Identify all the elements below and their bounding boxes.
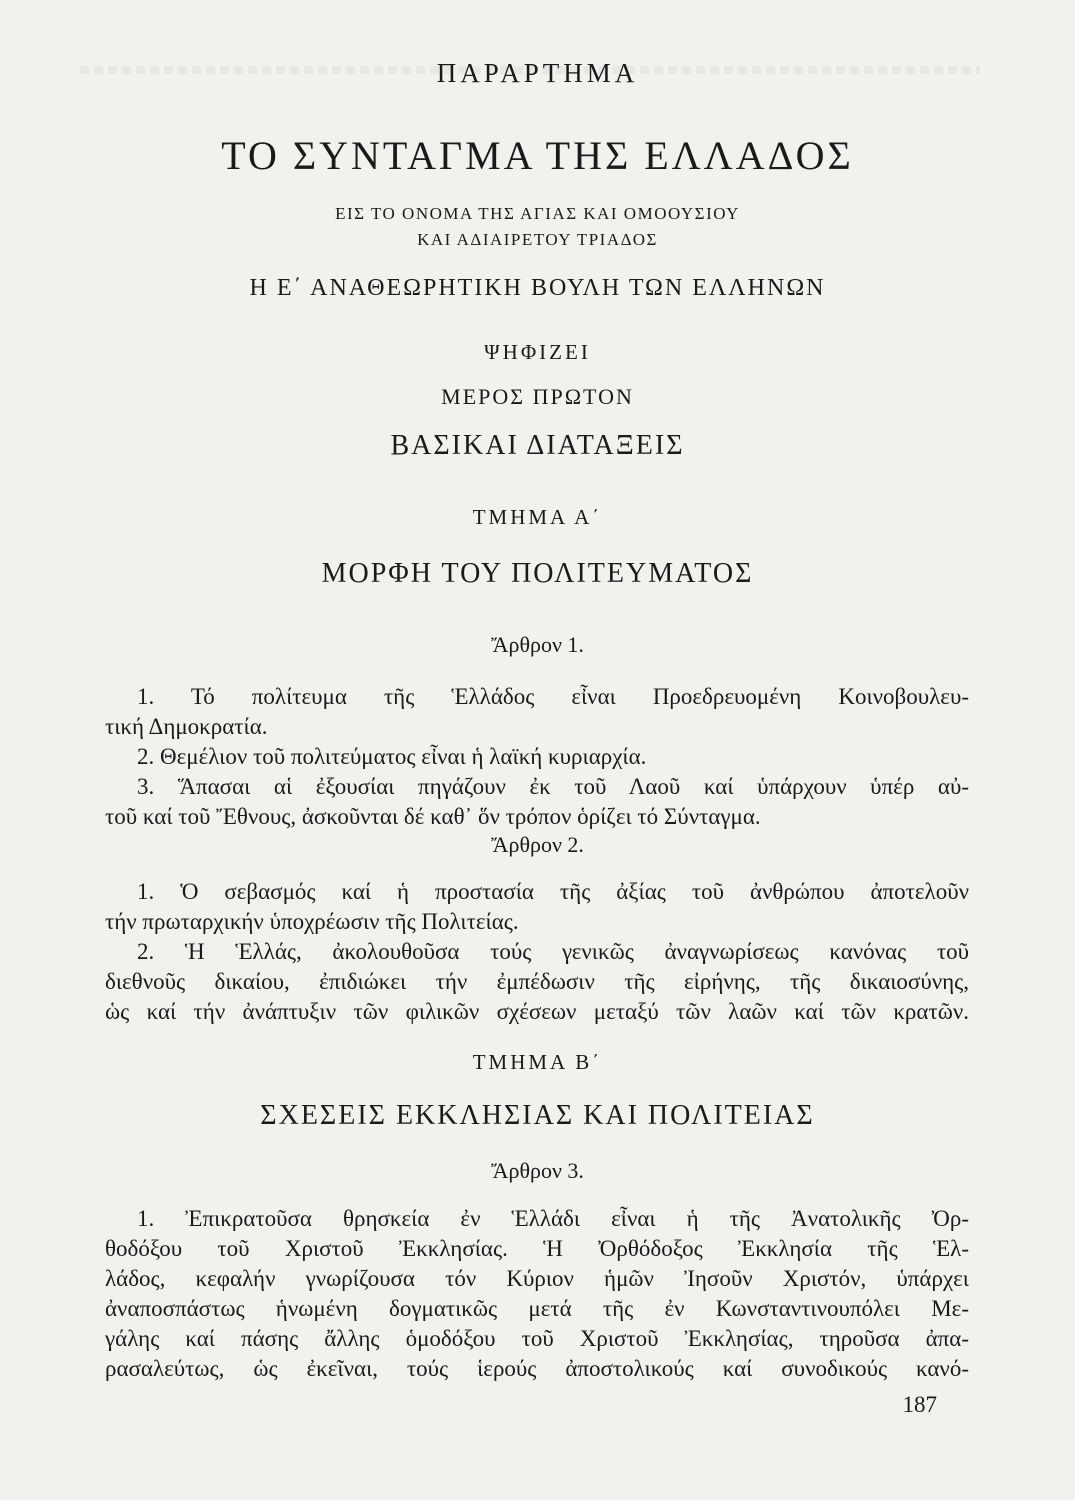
appendix-heading: ΠΑΡΑΡΤΗΜΑ	[436, 58, 639, 88]
text-line: 3. Ἅπασαι αἱ ἐξουσίαι πηγάζουν ἐκ τοῦ Λαοῦ καί ὑπάρχουν ὑπέρ αὐ-	[137, 774, 969, 799]
text-line: τοῦ καί τοῦ Ἔθνους, ἀσκοῦνται δέ καθ᾽ ὅν τρόπον ὁρίζει τό Σύνταγμα.	[105, 804, 761, 829]
text-line: λάδος, κεφαλήν γνωρίζουσα τόν Κύριον ἡμῶν Ἰησοῦν Χριστόν, ὑπάρχει	[105, 1266, 969, 1291]
part-heading: ΜΕΡΟΣ ΠΡΩΤΟΝ	[441, 384, 634, 409]
section-2-label: ΤΜΗΜΑ Β΄	[472, 1050, 603, 1074]
text-line: ρασαλεύτως, ὡς ἐκεῖναι, τούς ἱερούς ἀποστολικούς καί συνοδικούς κανό-	[105, 1356, 969, 1381]
text-line: τική Δημοκρατία.	[105, 714, 268, 739]
article-1-paragraph-2	[105, 742, 969, 772]
article-2-heading: Ἄρθρον 2.	[491, 832, 584, 857]
invocation-line-1: ΕΙΣ ΤΟ ΟΝΟΜΑ ΤΗΣ ΑΓΙΑΣ ΚΑΙ ΟΜΟΟΥΣΙΟΥ	[335, 204, 740, 223]
article-1-paragraph-3	[105, 772, 969, 832]
part-title: ΒΑΣΙΚΑΙ ΔΙΑΤΑΞΕΙΣ	[390, 430, 685, 461]
article-3-paragraph-1	[105, 1204, 969, 1384]
text-line: 1. Ὁ σεβασμός καί ἡ προστασία τῆς ἀξίας τοῦ ἀνθρώπου ἀποτελοῦν	[137, 879, 969, 904]
page-number: 187	[902, 1392, 937, 1417]
article-3-heading: Ἄρθρον 3.	[491, 1158, 584, 1183]
vote-heading: ΨΗΦΙΖΕΙ	[484, 340, 591, 364]
text-line: διεθνοῦς δικαίου, ἐπιδιώκει τήν ἐμπέδωσιν τῆς εἰρήνης, τῆς δικαιοσύνης,	[105, 969, 969, 994]
text-line: γάλης καί πάσης ἄλλης ὁμοδόξου τοῦ Χριστοῦ Ἐκκλησίας, τηροῦσα ἀπα-	[105, 1326, 969, 1351]
article-2-paragraph-2	[105, 937, 969, 1027]
text-line: τήν πρωταρχικήν ὑποχρέωσιν τῆς Πολιτείας.	[105, 909, 519, 934]
article-1-paragraph-1	[105, 682, 969, 742]
text-line: 2. Θεμέλιον τοῦ πολιτεύματος εἶναι ἡ λαϊκή κυριαρχία.	[137, 744, 647, 769]
article-1-heading: Ἄρθρον 1.	[491, 632, 584, 657]
text-line: 2. Ἡ Ἑλλάς, ἀκολουθοῦσα τούς γενικῶς ἀναγνωρίσεως κανόνας τοῦ	[137, 939, 969, 964]
article-2-paragraph-1	[105, 877, 969, 937]
invocation-line-2: ΚΑΙ ΑΔΙΑΙΡΕΤΟΥ ΤΡΙΑΔΟΣ	[417, 230, 658, 249]
section-1-title: ΜΟΡΦΗ ΤΟΥ ΠΟΛΙΤΕΥΜΑΤΟΣ	[321, 558, 754, 589]
parliament-heading: Η Ε΄ ΑΝΑΘΕΩΡΗΤΙΚΗ ΒΟΥΛΗ ΤΩΝ ΕΛΛΗΝΩΝ	[249, 275, 826, 301]
section-2-title: ΣΧΕΣΕΙΣ ΕΚΚΛΗΣΙΑΣ ΚΑΙ ΠΟΛΙΤΕΙΑΣ	[260, 1100, 815, 1131]
section-1-label: ΤΜΗΜΑ Α΄	[472, 505, 603, 529]
text-line: 1. Τό πολίτευμα τῆς Ἑλλάδος εἶναι Προεδρευομένη Κοινοβουλευ-	[137, 684, 969, 709]
text-line: θοδόξου τοῦ Χριστοῦ Ἐκκλησίας. Ἡ Ὀρθόδοξος Ἐκκλησία τῆς Ἑλ-	[105, 1236, 969, 1261]
document-title: ΤΟ ΣΥΝΤΑΓΜΑ ΤΗΣ ΕΛΛΑΔΟΣ	[221, 133, 854, 178]
text-line: 1. Ἐπικρατοῦσα θρησκεία ἐν Ἑλλάδι εἶναι ἡ τῆς Ἀνατολικῆς Ὀρ-	[137, 1206, 969, 1231]
text-line: ἀναποσπάστως ἡνωμένη δογματικῶς μετά τῆς ἐν Κωνσταντινουπόλει Με-	[105, 1296, 969, 1321]
text-line: ὡς καί τήν ἀνάπτυξιν τῶν φιλικῶν σχέσεων μεταξύ τῶν λαῶν καί τῶν κρατῶν.	[105, 999, 969, 1024]
